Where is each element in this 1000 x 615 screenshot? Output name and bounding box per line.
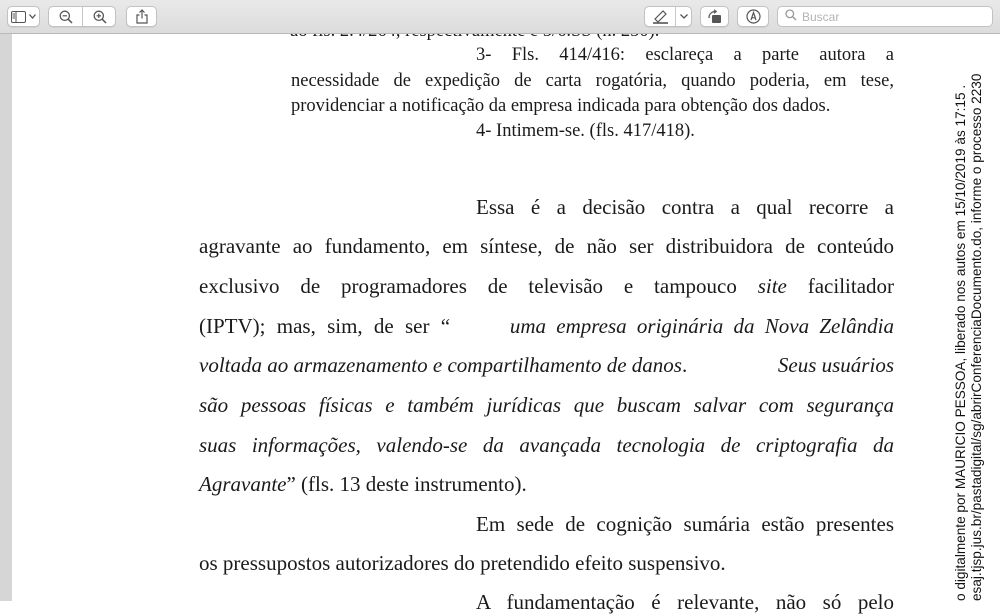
zoom-out-icon (59, 10, 73, 24)
paragraph-text: Essa é a decisão contra a qual recorre a (476, 195, 894, 219)
zoom-segmented-control (48, 6, 116, 27)
paragraph-text: . (681, 353, 693, 377)
paragraph-line (199, 274, 894, 299)
share-button[interactable] (126, 6, 157, 27)
quote-line-2: necessidade de expedição de carta rogatória, quando poderia, em tese, (291, 71, 894, 91)
chevron-down-icon (29, 14, 36, 19)
quote-line-3: providenciar a notificação da empresa indicada para obtenção dos dados. (291, 96, 831, 116)
highlight-button[interactable] (644, 6, 692, 27)
paragraph-line: suas informações, valendo-se da avançada tecnologia de criptografia da (199, 433, 894, 457)
search-field[interactable] (777, 6, 993, 27)
italic-quote: Agravante (199, 472, 287, 496)
document-page[interactable] (12, 34, 1000, 614)
paragraph-text: (IPTV); mas, sim, de ser “ (199, 314, 451, 338)
italic-term: site (757, 274, 787, 298)
search-icon (778, 8, 802, 26)
cutoff-bottom-line: A fundamentação é relevante, não só pelo (476, 590, 894, 614)
paragraph-line: Em sede de cognição sumária estão presentes (476, 512, 894, 536)
window-left-edge (0, 34, 12, 601)
zoom-in-icon (93, 10, 107, 24)
digital-signature-stamp (953, 74, 985, 601)
zoom-in-button[interactable] (83, 7, 116, 26)
markup-icon (746, 9, 761, 24)
segment-divider (675, 7, 676, 26)
quote-line-4: 4- Intimem-se. (fls. 417/418). (476, 121, 695, 141)
chevron-down-icon (680, 14, 688, 19)
paragraph-line (199, 472, 527, 497)
search-input[interactable] (802, 10, 982, 24)
italic-quote: uma empresa originária da Nova Zelândia (509, 314, 894, 338)
zoom-out-button[interactable] (49, 7, 83, 26)
paragraph-text: facilitador (807, 274, 895, 298)
paragraph-line (476, 195, 894, 220)
highlighter-icon (652, 10, 669, 24)
paragraph-text: ” (fls. 13 deste instrumento). (286, 472, 527, 496)
paragraph-text: exclusivo de programadores de televisão e tampouco (199, 274, 737, 298)
sidebar-toggle-button[interactable] (7, 6, 40, 27)
paragraph-line: os pressupostos autorizadores do pretendido efeito suspensivo. (199, 551, 726, 575)
quote-item-number: 3- (476, 45, 492, 65)
rotate-icon (707, 9, 722, 24)
share-icon (136, 9, 148, 24)
markup-button[interactable] (737, 6, 769, 27)
paragraph-line: agravante ao fundamento, em síntese, de não ser distribuidora de conteúdo (199, 234, 894, 258)
paragraph-line: são pessoas físicas e também jurídicas que buscam salvar com segurança (199, 393, 894, 417)
italic-quote: Seus usuários (777, 353, 894, 377)
quote-line-1 (476, 45, 894, 66)
toolbar (0, 0, 1000, 34)
signature-line-2: esaj.tjsp.jus.br/pastadigital/sg/abrirConferenciaDocumento.do, informe o processo 2230 (969, 73, 984, 601)
rotate-button[interactable] (700, 6, 729, 27)
paragraph-line (199, 353, 894, 378)
sidebar-icon (11, 11, 26, 23)
signature-line-1: o digitalmente por MAURICIO PESSOA, liberado nos autos em 15/10/2019 às 17:15 . (953, 84, 968, 601)
quote-text: Fls. 414/416: esclareça a parte autora a (511, 45, 895, 65)
paragraph-line (199, 314, 894, 339)
italic-quote: voltada ao armazenamento e compartilhamento de danos (199, 353, 682, 377)
